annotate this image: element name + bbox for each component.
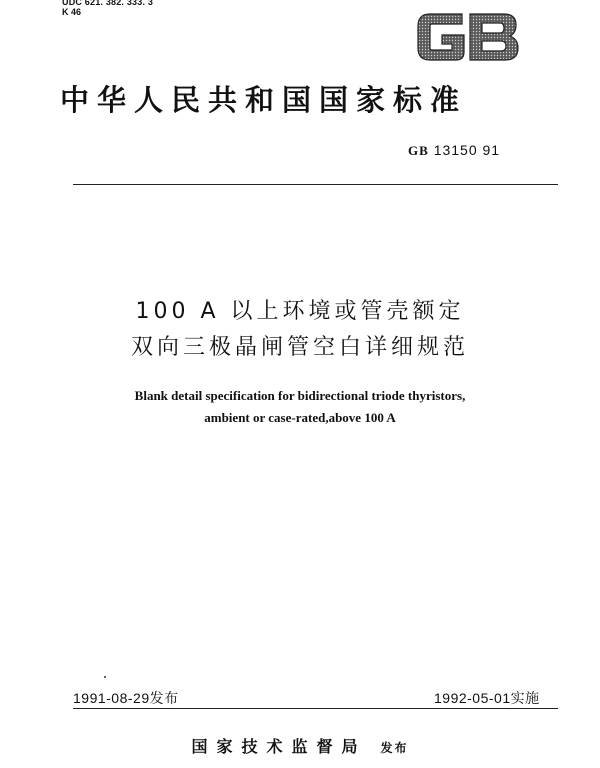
issuer-line [0,734,600,757]
scan-speck [104,676,106,678]
gb-logo [412,6,522,66]
footer-rule [73,708,558,709]
header-rule [73,184,558,185]
issuer-action: 发布 [380,741,409,755]
national-standard-title: 中华人民共和国国家标准 [60,83,468,117]
document-title-en-line2: ambient or case-rated,above 100 A [204,410,396,425]
standard-number [408,142,500,159]
issuer-name: 国家技术监督局 [191,737,367,756]
standard-number-value: 13150 91 [433,142,501,158]
issue-date: 1991-08-29发布 [73,690,179,706]
effective-date: 1992-05-01实施 [434,690,540,706]
svg-text:GB: GB [412,6,414,7]
document-title-cn-line1: 100 A 以上环境或管壳额定 [135,299,465,324]
classification-code: K 46 [62,7,82,17]
document-title-cn-line2: 双向三极晶闸管空白详细规范 [130,335,469,360]
udc-code: UDC 621. 382. 333. 3 [62,0,154,7]
document-title-en-line1: Blank detail specification for bidirectional triode thyristors, [134,388,466,403]
standard-number-prefix: GB [408,143,429,158]
